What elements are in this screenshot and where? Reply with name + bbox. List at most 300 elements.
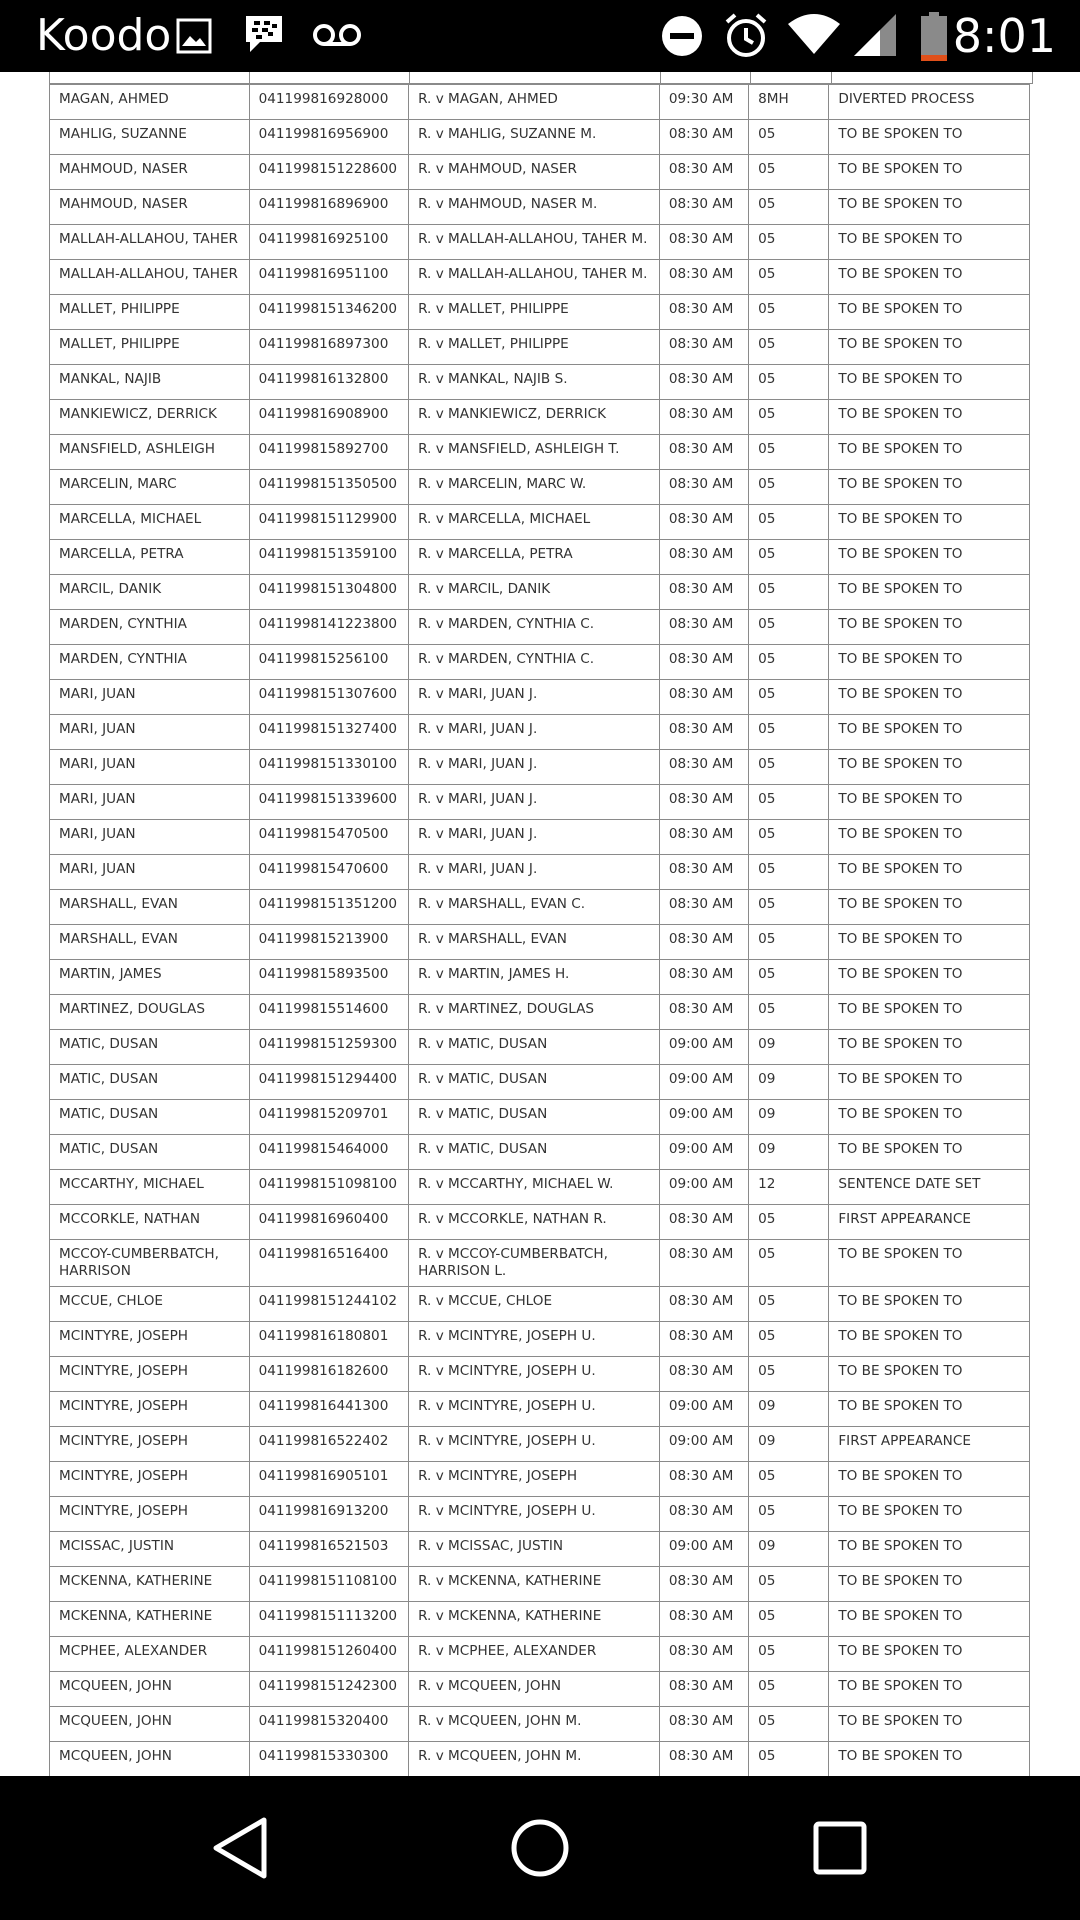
cell-courtroom: 05 [749, 1707, 829, 1742]
cell-case-number: 041199816441300 [249, 1392, 408, 1427]
cell-time: 08:30 AM [659, 820, 748, 855]
cell-case-number: 041199815893500 [249, 960, 408, 995]
cell-status: TO BE SPOKEN TO [829, 1357, 1030, 1392]
cell-case-title: R. v MCQUEEN, JOHN M. [409, 1707, 660, 1742]
cell-time: 09:00 AM [659, 1030, 748, 1065]
cell-status: TO BE SPOKEN TO [829, 225, 1030, 260]
cell-accused-name: MARDEN, CYNTHIA [50, 610, 250, 645]
cell-time: 08:30 AM [659, 225, 748, 260]
cell-accused-name: MCINTYRE, JOSEPH [50, 1392, 250, 1427]
cell-time: 08:30 AM [659, 610, 748, 645]
cell-courtroom: 05 [749, 575, 829, 610]
back-icon[interactable] [204, 1812, 276, 1884]
cell-status: TO BE SPOKEN TO [829, 995, 1030, 1030]
table-row [50, 1532, 1030, 1567]
cell-case-title: R. v MCKENNA, KATHERINE [409, 1602, 660, 1637]
cell-time: 08:30 AM [659, 295, 748, 330]
cell-accused-name: MARI, JUAN [50, 855, 250, 890]
cell-accused-name: MAHMOUD, NASER [50, 155, 250, 190]
table-row [50, 1707, 1030, 1742]
cell-status: TO BE SPOKEN TO [829, 1637, 1030, 1672]
cell-case-title: R. v MARTIN, JAMES H. [409, 960, 660, 995]
cell-accused-name: MARCIL, DANIK [50, 575, 250, 610]
signal-icon [852, 12, 898, 58]
cell-case-number: 041199815470500 [249, 820, 408, 855]
gallery-icon [176, 18, 212, 54]
cell-time: 08:30 AM [659, 470, 748, 505]
cell-case-title: R. v MCINTYRE, JOSEPH U. [409, 1392, 660, 1427]
cell-case-number: 0411998151244102 [249, 1287, 408, 1322]
recents-icon[interactable] [804, 1812, 876, 1884]
cell-courtroom: 05 [749, 295, 829, 330]
cell-case-title: R. v MATIC, DUSAN [409, 1030, 660, 1065]
cell-case-number: 041199816928000 [249, 85, 408, 120]
cell-status: TO BE SPOKEN TO [829, 855, 1030, 890]
cell-time: 08:30 AM [659, 1322, 748, 1357]
cell-case-number: 041199816521503 [249, 1532, 408, 1567]
table-row [50, 575, 1030, 610]
cell-time: 08:30 AM [659, 120, 748, 155]
cell-courtroom: 09 [749, 1135, 829, 1170]
cell-time: 08:30 AM [659, 540, 748, 575]
cell-accused-name: MCCUE, CHLOE [50, 1287, 250, 1322]
cell-case-title: R. v MALLAH-ALLAHOU, TAHER M. [409, 260, 660, 295]
cell-case-title: R. v MARI, JUAN J. [409, 680, 660, 715]
web-content[interactable] [0, 72, 1080, 1776]
table-row [50, 785, 1030, 820]
cell-time: 08:30 AM [659, 1672, 748, 1707]
cell-case-number: 041199815320400 [249, 1707, 408, 1742]
cell-courtroom: 05 [749, 855, 829, 890]
cell-accused-name: MARI, JUAN [50, 715, 250, 750]
cell-time: 08:30 AM [659, 190, 748, 225]
cell-courtroom: 05 [749, 960, 829, 995]
cell-courtroom: 05 [749, 260, 829, 295]
cell-courtroom: 05 [749, 750, 829, 785]
table-row [50, 1427, 1030, 1462]
cell-courtroom: 05 [749, 1462, 829, 1497]
cell-courtroom: 05 [749, 1240, 829, 1287]
clock: 8:01 [952, 9, 1056, 63]
table-row [50, 190, 1030, 225]
carrier-name: Koodo [36, 10, 172, 61]
cell-case-number: 0411998151346200 [249, 295, 408, 330]
cell-courtroom: 05 [749, 365, 829, 400]
cell-courtroom: 05 [749, 1497, 829, 1532]
cell-case-number: 0411998151339600 [249, 785, 408, 820]
cell-case-number: 041199816180801 [249, 1322, 408, 1357]
cell-accused-name: MAHLIG, SUZANNE [50, 120, 250, 155]
cell-accused-name: MALLET, PHILIPPE [50, 330, 250, 365]
cell-courtroom: 05 [749, 645, 829, 680]
cell-accused-name: MARI, JUAN [50, 750, 250, 785]
cell-status: TO BE SPOKEN TO [829, 1135, 1030, 1170]
cell-case-number: 041199816960400 [249, 1205, 408, 1240]
alarm-icon [722, 12, 770, 60]
nav-bar [0, 1776, 1080, 1920]
cell-case-number: 0411998141223800 [249, 610, 408, 645]
cell-courtroom: 05 [749, 1322, 829, 1357]
table-row [50, 225, 1030, 260]
cell-accused-name: MARDEN, CYNTHIA [50, 645, 250, 680]
table-row [50, 1462, 1030, 1497]
cell-time: 09:00 AM [659, 1170, 748, 1205]
cell-accused-name: MCPHEE, ALEXANDER [50, 1637, 250, 1672]
cell-case-number: 0411998151350500 [249, 470, 408, 505]
table-row [50, 1672, 1030, 1707]
cell-case-title: R. v MARCELLA, PETRA [409, 540, 660, 575]
cell-case-title: R. v MANKAL, NAJIB S. [409, 365, 660, 400]
table-row [50, 1357, 1030, 1392]
cell-case-number: 041199816516400 [249, 1240, 408, 1287]
cell-case-title: R. v MARDEN, CYNTHIA C. [409, 645, 660, 680]
cell-case-title: R. v MCISSAC, JUSTIN [409, 1532, 660, 1567]
cell-status: TO BE SPOKEN TO [829, 435, 1030, 470]
table-row [50, 1170, 1030, 1205]
cell-accused-name: MARTIN, JAMES [50, 960, 250, 995]
cell-case-title: R. v MARI, JUAN J. [409, 715, 660, 750]
cell-status: TO BE SPOKEN TO [829, 785, 1030, 820]
cell-courtroom: 05 [749, 225, 829, 260]
cell-case-number: 041199815330300 [249, 1742, 408, 1777]
table-row [50, 855, 1030, 890]
cell-case-number: 041199816913200 [249, 1497, 408, 1532]
cell-case-title: R. v MCKENNA, KATHERINE [409, 1567, 660, 1602]
cell-accused-name: MCINTYRE, JOSEPH [50, 1497, 250, 1532]
cell-case-title: R. v MCQUEEN, JOHN [409, 1672, 660, 1707]
cell-case-number: 0411998151260400 [249, 1637, 408, 1672]
cell-accused-name: MCISSAC, JUSTIN [50, 1532, 250, 1567]
table-row [50, 820, 1030, 855]
cell-time: 08:30 AM [659, 785, 748, 820]
cell-status: TO BE SPOKEN TO [829, 155, 1030, 190]
cell-status: TO BE SPOKEN TO [829, 400, 1030, 435]
cell-accused-name: MARCELLA, PETRA [50, 540, 250, 575]
cell-case-number: 0411998151242300 [249, 1672, 408, 1707]
cell-case-title: R. v MALLET, PHILIPPE [409, 295, 660, 330]
cell-accused-name: MCINTYRE, JOSEPH [50, 1462, 250, 1497]
cell-case-title: R. v MCINTYRE, JOSEPH U. [409, 1497, 660, 1532]
cell-case-title: R. v MCPHEE, ALEXANDER [409, 1637, 660, 1672]
cell-case-title: R. v MCCORKLE, NATHAN R. [409, 1205, 660, 1240]
cell-status: TO BE SPOKEN TO [829, 1392, 1030, 1427]
cell-case-title: R. v MAGAN, AHMED [409, 85, 660, 120]
cell-accused-name: MATIC, DUSAN [50, 1030, 250, 1065]
table-row [50, 505, 1030, 540]
table-row [50, 470, 1030, 505]
cell-courtroom: 05 [749, 120, 829, 155]
cell-courtroom: 05 [749, 680, 829, 715]
cell-time: 08:30 AM [659, 750, 748, 785]
cell-time: 09:00 AM [659, 1392, 748, 1427]
cell-status: TO BE SPOKEN TO [829, 925, 1030, 960]
table-row [50, 890, 1030, 925]
cell-accused-name: MCINTYRE, JOSEPH [50, 1357, 250, 1392]
cell-case-title: R. v MANSFIELD, ASHLEIGH T. [409, 435, 660, 470]
cell-time: 08:30 AM [659, 1357, 748, 1392]
cell-case-title: R. v MATIC, DUSAN [409, 1100, 660, 1135]
cell-case-title: R. v MARI, JUAN J. [409, 785, 660, 820]
cell-status: TO BE SPOKEN TO [829, 1065, 1030, 1100]
cell-status: TO BE SPOKEN TO [829, 505, 1030, 540]
cell-status: TO BE SPOKEN TO [829, 1462, 1030, 1497]
cell-courtroom: 05 [749, 925, 829, 960]
voicemail-icon [312, 22, 362, 48]
table-row [50, 365, 1030, 400]
cell-courtroom: 09 [749, 1532, 829, 1567]
cell-case-title: R. v MCINTYRE, JOSEPH U. [409, 1322, 660, 1357]
cell-time: 08:30 AM [659, 925, 748, 960]
cell-time: 08:30 AM [659, 1567, 748, 1602]
cell-time: 08:30 AM [659, 155, 748, 190]
cell-courtroom: 05 [749, 610, 829, 645]
wifi-icon [786, 12, 842, 56]
cell-status: FIRST APPEARANCE [829, 1427, 1030, 1462]
cell-status: TO BE SPOKEN TO [829, 960, 1030, 995]
cell-time: 08:30 AM [659, 505, 748, 540]
cell-case-title: R. v MARI, JUAN J. [409, 750, 660, 785]
cell-status: TO BE SPOKEN TO [829, 1100, 1030, 1135]
cell-time: 09:00 AM [659, 1427, 748, 1462]
cell-case-title: R. v MALLET, PHILIPPE [409, 330, 660, 365]
cell-accused-name: MARSHALL, EVAN [50, 925, 250, 960]
cell-case-title: R. v MAHMOUD, NASER [409, 155, 660, 190]
cell-case-number: 041199815892700 [249, 435, 408, 470]
cell-accused-name: MCCARTHY, MICHAEL [50, 1170, 250, 1205]
cell-accused-name: MARI, JUAN [50, 680, 250, 715]
table-row [50, 1287, 1030, 1322]
cell-courtroom: 05 [749, 785, 829, 820]
table-row [50, 155, 1030, 190]
cell-case-title: R. v MARI, JUAN J. [409, 820, 660, 855]
cell-status: TO BE SPOKEN TO [829, 120, 1030, 155]
cell-case-title: R. v MCINTYRE, JOSEPH U. [409, 1357, 660, 1392]
cell-status: TO BE SPOKEN TO [829, 470, 1030, 505]
cell-status: TO BE SPOKEN TO [829, 820, 1030, 855]
table-row [50, 610, 1030, 645]
cell-case-number: 0411998151108100 [249, 1567, 408, 1602]
cell-time: 08:30 AM [659, 890, 748, 925]
cell-case-number: 041199816908900 [249, 400, 408, 435]
cell-courtroom: 05 [749, 995, 829, 1030]
cell-case-title: R. v MARCELLA, MICHAEL [409, 505, 660, 540]
cell-status: TO BE SPOKEN TO [829, 1742, 1030, 1777]
cell-status: TO BE SPOKEN TO [829, 610, 1030, 645]
cell-courtroom: 05 [749, 1742, 829, 1777]
table-row [50, 1030, 1030, 1065]
cell-case-title: R. v MARDEN, CYNTHIA C. [409, 610, 660, 645]
cell-case-title: R. v MALLAH-ALLAHOU, TAHER M. [409, 225, 660, 260]
cell-status: TO BE SPOKEN TO [829, 1497, 1030, 1532]
table-row [50, 1602, 1030, 1637]
cell-case-title: R. v MCINTYRE, JOSEPH U. [409, 1427, 660, 1462]
table-row [50, 925, 1030, 960]
cell-case-title: R. v MARI, JUAN J. [409, 855, 660, 890]
cell-status: TO BE SPOKEN TO [829, 365, 1030, 400]
cell-case-title: R. v MCINTYRE, JOSEPH [409, 1462, 660, 1497]
cell-courtroom: 05 [749, 470, 829, 505]
cell-courtroom: 09 [749, 1030, 829, 1065]
table-row [50, 120, 1030, 155]
cell-case-number: 0411998151113200 [249, 1602, 408, 1637]
cell-case-number: 041199816897300 [249, 330, 408, 365]
cell-accused-name: MCINTYRE, JOSEPH [50, 1322, 250, 1357]
table-row [50, 330, 1030, 365]
cell-courtroom: 05 [749, 190, 829, 225]
cell-case-number: 0411998151228600 [249, 155, 408, 190]
cell-courtroom: 05 [749, 540, 829, 575]
table-row [50, 260, 1030, 295]
cell-time: 08:30 AM [659, 1240, 748, 1287]
cell-time: 08:30 AM [659, 1742, 748, 1777]
cell-time: 08:30 AM [659, 715, 748, 750]
cell-courtroom: 09 [749, 1065, 829, 1100]
cell-case-number: 041199816905101 [249, 1462, 408, 1497]
table-row [50, 1205, 1030, 1240]
cell-courtroom: 12 [749, 1170, 829, 1205]
cell-case-number: 041199816956900 [249, 120, 408, 155]
cell-case-number: 0411998151129900 [249, 505, 408, 540]
cell-case-number: 0411998151351200 [249, 890, 408, 925]
table-row [50, 715, 1030, 750]
cell-courtroom: 05 [749, 890, 829, 925]
table-row [50, 1497, 1030, 1532]
table-row [50, 1392, 1030, 1427]
cell-case-number: 041199815470600 [249, 855, 408, 890]
cell-case-number: 0411998151098100 [249, 1170, 408, 1205]
cell-case-title: R. v MCCUE, CHLOE [409, 1287, 660, 1322]
table-row [50, 400, 1030, 435]
cell-time: 08:30 AM [659, 435, 748, 470]
table-row [50, 1100, 1030, 1135]
cell-courtroom: 05 [749, 1672, 829, 1707]
cell-case-title: R. v MANKIEWICZ, DERRICK [409, 400, 660, 435]
cell-accused-name: MARSHALL, EVAN [50, 890, 250, 925]
cell-accused-name: MARI, JUAN [50, 820, 250, 855]
cell-status: TO BE SPOKEN TO [829, 1287, 1030, 1322]
cell-case-number: 041199815213900 [249, 925, 408, 960]
cell-courtroom: 09 [749, 1427, 829, 1462]
cell-time: 08:30 AM [659, 400, 748, 435]
do-not-disturb-icon [660, 14, 704, 58]
cell-status: TO BE SPOKEN TO [829, 1707, 1030, 1742]
cell-courtroom: 05 [749, 1205, 829, 1240]
cell-case-title: R. v MARCELIN, MARC W. [409, 470, 660, 505]
cell-status: TO BE SPOKEN TO [829, 890, 1030, 925]
table-row [50, 1065, 1030, 1100]
table-row [50, 960, 1030, 995]
cell-case-title: R. v MCCARTHY, MICHAEL W. [409, 1170, 660, 1205]
cell-courtroom: 05 [749, 330, 829, 365]
cell-time: 08:30 AM [659, 1287, 748, 1322]
cell-time: 08:30 AM [659, 995, 748, 1030]
cell-courtroom: 05 [749, 1567, 829, 1602]
cell-accused-name: MAHMOUD, NASER [50, 190, 250, 225]
cell-accused-name: MARCELLA, MICHAEL [50, 505, 250, 540]
cell-status: DIVERTED PROCESS [829, 85, 1030, 120]
cell-status: TO BE SPOKEN TO [829, 1322, 1030, 1357]
table-row [50, 995, 1030, 1030]
cell-time: 08:30 AM [659, 680, 748, 715]
cell-status: TO BE SPOKEN TO [829, 540, 1030, 575]
cell-time: 08:30 AM [659, 1707, 748, 1742]
cell-case-title: R. v MAHMOUD, NASER M. [409, 190, 660, 225]
cell-courtroom: 05 [749, 155, 829, 190]
cell-time: 09:00 AM [659, 1100, 748, 1135]
cell-case-number: 041199816896900 [249, 190, 408, 225]
cell-status: TO BE SPOKEN TO [829, 295, 1030, 330]
home-icon[interactable] [504, 1812, 576, 1884]
cell-status: SENTENCE DATE SET [829, 1170, 1030, 1205]
table-row [50, 1742, 1030, 1777]
cell-case-title: R. v MARTINEZ, DOUGLAS [409, 995, 660, 1030]
cell-accused-name: MCCOY-CUMBERBATCH, HARRISON [50, 1240, 250, 1287]
table-row [50, 1637, 1030, 1672]
table-row [50, 85, 1030, 120]
docket-body [50, 85, 1030, 1777]
table-row [50, 750, 1030, 785]
cell-case-number: 0411998151330100 [249, 750, 408, 785]
cell-status: TO BE SPOKEN TO [829, 1532, 1030, 1567]
cell-case-number: 041199816925100 [249, 225, 408, 260]
cell-accused-name: MATIC, DUSAN [50, 1100, 250, 1135]
cell-accused-name: MALLAH-ALLAHOU, TAHER [50, 260, 250, 295]
cell-accused-name: MANKIEWICZ, DERRICK [50, 400, 250, 435]
cell-accused-name: MALLET, PHILIPPE [50, 295, 250, 330]
cell-case-number: 041199815209701 [249, 1100, 408, 1135]
cell-case-number: 041199815256100 [249, 645, 408, 680]
cell-case-number: 0411998151259300 [249, 1030, 408, 1065]
cell-case-title: R. v MATIC, DUSAN [409, 1135, 660, 1170]
table-row [50, 1567, 1030, 1602]
table-partial-top-row [49, 72, 1033, 84]
cell-status: TO BE SPOKEN TO [829, 260, 1030, 295]
cell-courtroom: 05 [749, 1637, 829, 1672]
cell-time: 08:30 AM [659, 260, 748, 295]
cell-case-title: R. v MCCOY-CUMBERBATCH, HARRISON L. [409, 1240, 660, 1287]
cell-case-number: 041199815464000 [249, 1135, 408, 1170]
cell-courtroom: 09 [749, 1392, 829, 1427]
cell-time: 09:00 AM [659, 1532, 748, 1567]
cell-accused-name: MARI, JUAN [50, 785, 250, 820]
cell-status: TO BE SPOKEN TO [829, 750, 1030, 785]
cell-courtroom: 09 [749, 1100, 829, 1135]
cell-status: TO BE SPOKEN TO [829, 1030, 1030, 1065]
cell-case-title: R. v MATIC, DUSAN [409, 1065, 660, 1100]
cell-time: 08:30 AM [659, 1497, 748, 1532]
cell-case-title: R. v MARSHALL, EVAN [409, 925, 660, 960]
cell-status: TO BE SPOKEN TO [829, 715, 1030, 750]
cell-time: 09:00 AM [659, 1135, 748, 1170]
cell-case-title: R. v MARSHALL, EVAN C. [409, 890, 660, 925]
cell-case-number: 041199816951100 [249, 260, 408, 295]
cell-case-number: 0411998151327400 [249, 715, 408, 750]
cell-courtroom: 05 [749, 715, 829, 750]
cell-case-title: R. v MAHLIG, SUZANNE M. [409, 120, 660, 155]
cell-case-title: R. v MCQUEEN, JOHN M. [409, 1742, 660, 1777]
cell-status: TO BE SPOKEN TO [829, 330, 1030, 365]
cell-courtroom: 05 [749, 400, 829, 435]
cell-case-number: 041199816182600 [249, 1357, 408, 1392]
table-row [50, 540, 1030, 575]
cell-accused-name: MCKENNA, KATHERINE [50, 1602, 250, 1637]
table-row [50, 295, 1030, 330]
table-row [50, 645, 1030, 680]
cell-time: 08:30 AM [659, 1462, 748, 1497]
cell-time: 08:30 AM [659, 855, 748, 890]
cell-status: TO BE SPOKEN TO [829, 1567, 1030, 1602]
cell-time: 08:30 AM [659, 960, 748, 995]
